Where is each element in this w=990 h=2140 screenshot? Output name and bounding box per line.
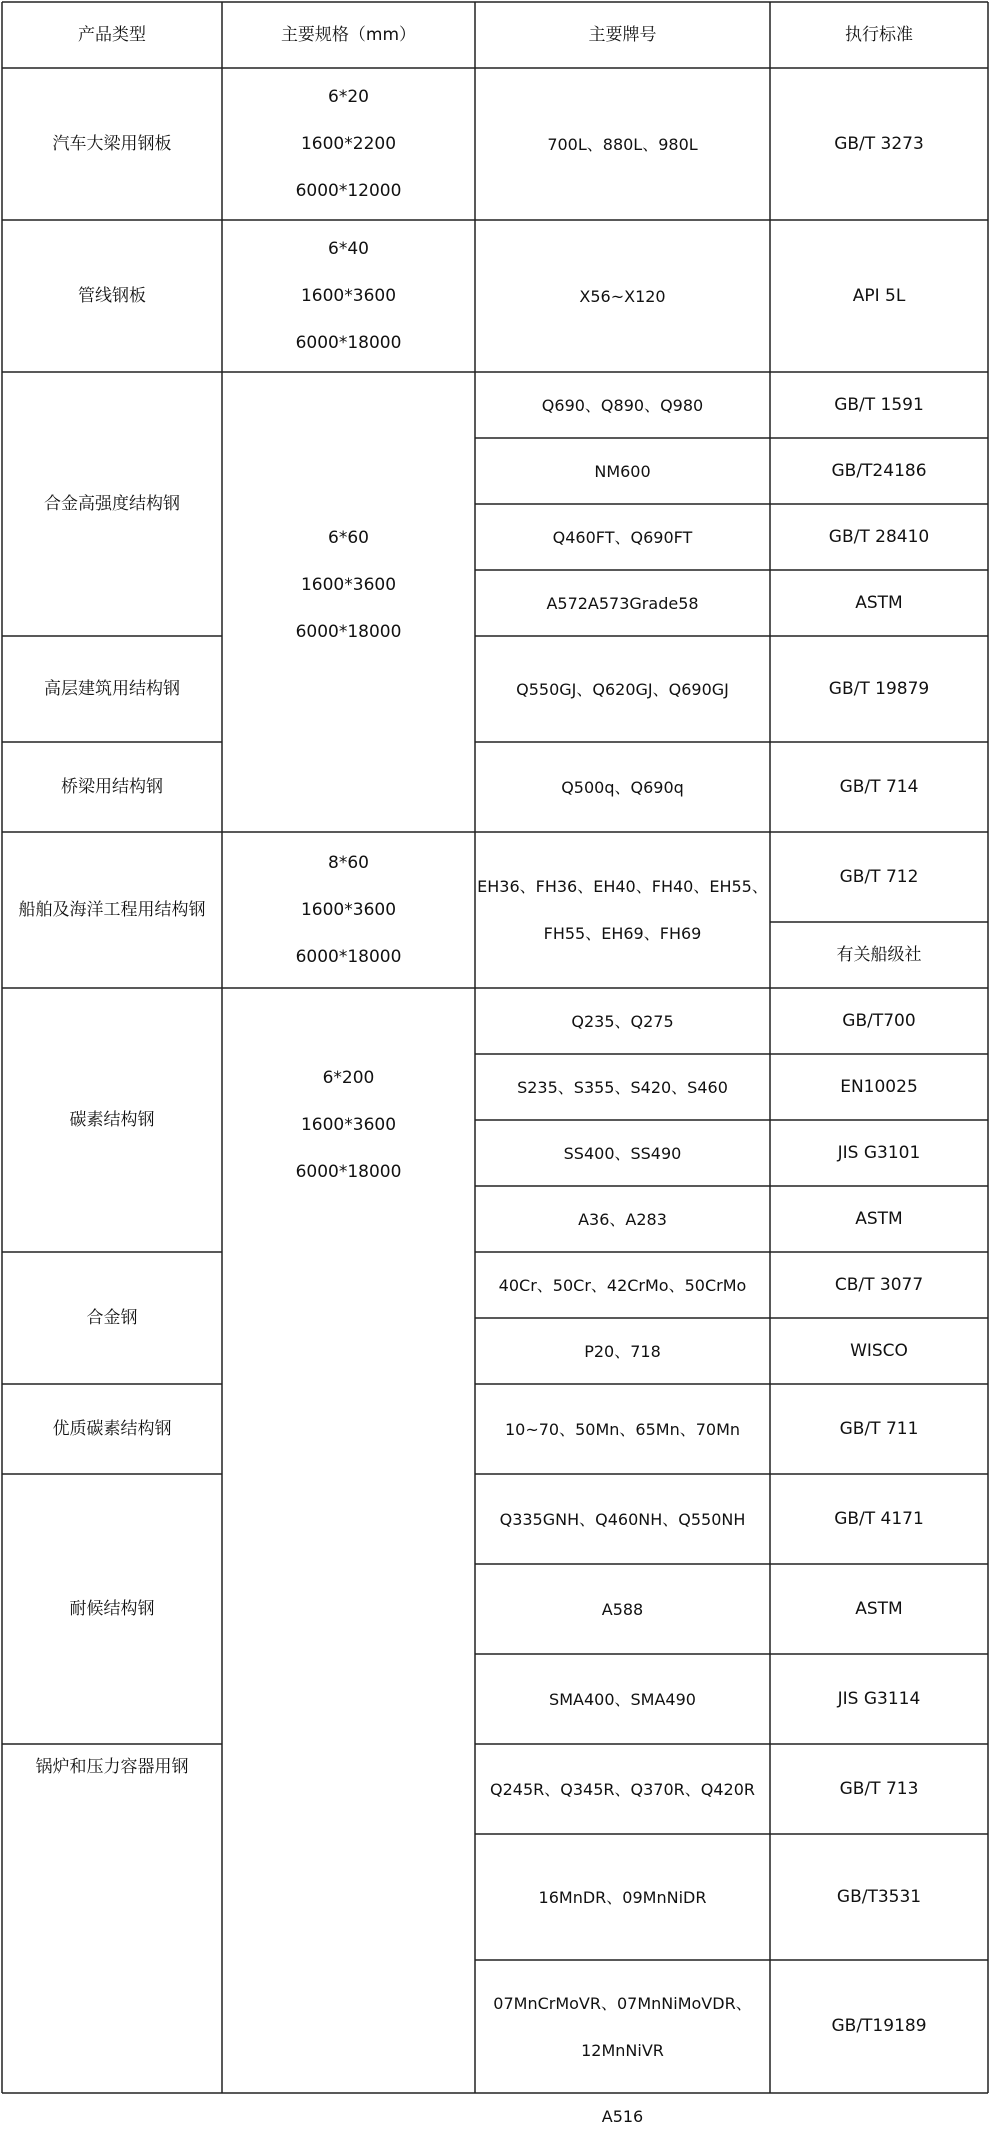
header-2-line-0: 主要牌号 (588, 24, 657, 45)
standard-13-line-0: ASTM (855, 1208, 903, 1229)
spec-2-line-2: 6000*18000 (295, 621, 402, 642)
grade-8 (475, 832, 770, 988)
grade-13-line-0: 40Cr、50Cr、42CrMo、50CrMo (498, 1275, 747, 1295)
spec-1 (222, 220, 475, 372)
product-type-2 (2, 372, 222, 636)
standard-4-line-0: GB/T 28410 (828, 526, 930, 547)
spec-3-line-0: 8*60 (328, 852, 369, 873)
standard-19-line-0: JIS G3114 (837, 1688, 921, 1709)
spec-1-line-2: 6000*18000 (295, 332, 402, 353)
grade-6-line-0: Q550GJ、Q620GJ、Q690GJ (516, 679, 729, 699)
spec-1-line-0: 6*40 (328, 238, 369, 259)
spec-4-line-0: 6*200 (322, 1067, 375, 1088)
header-1 (222, 2, 475, 68)
grade-10 (475, 1054, 770, 1120)
standard-8-line-0: GB/T 712 (839, 866, 919, 887)
standard-17-line-0: GB/T 4171 (834, 1508, 924, 1529)
product-type-0-line-0: 汽车大梁用钢板 (52, 133, 172, 154)
product-type-1-line-0: 管线钢板 (78, 285, 146, 306)
standard-0-line-0: GB/T 3273 (834, 133, 924, 154)
grade-13 (475, 1252, 770, 1318)
standard-16-line-0: GB/T 711 (839, 1418, 919, 1439)
spec-1-line-1: 1600*3600 (300, 285, 397, 306)
grade-22 (475, 2093, 770, 2140)
grade-3 (475, 438, 770, 504)
spec-3-line-2: 6000*18000 (295, 946, 402, 967)
header-3-line-0: 执行标准 (845, 24, 913, 45)
product-type-1 (2, 220, 222, 372)
product-type-8 (2, 1384, 222, 1474)
standard-10-line-0: GB/T700 (842, 1010, 916, 1031)
grade-5-line-0: A572A573Grade58 (546, 593, 699, 613)
standard-8 (770, 832, 988, 922)
standard-16 (770, 1384, 988, 1474)
standard-15 (770, 1318, 988, 1384)
grade-2 (475, 372, 770, 438)
standard-21-line-0: GB/T3531 (836, 1886, 922, 1907)
product-type-9-line-0: 耐候结构钢 (69, 1598, 155, 1619)
product-type-10-line-0: 锅炉和压力容器用钢 (35, 1757, 189, 1777)
product-type-10 (2, 1744, 222, 1791)
standard-22-line-0: GB/T19189 (831, 2016, 927, 2036)
grade-15-line-0: 10~70、50Mn、65Mn、70Mn (504, 1419, 741, 1439)
standard-12 (770, 1120, 988, 1186)
product-type-5 (2, 832, 222, 988)
grade-20 (475, 1834, 770, 1960)
grade-12-line-0: A36、A283 (578, 1209, 667, 1229)
grade-21-line-0: 07MnCrMoVR、07MnNiMoVDR、 (493, 1993, 752, 2013)
spec-3-line-1: 1600*3600 (300, 899, 397, 920)
product-type-2-line-0: 合金高强度结构钢 (44, 493, 180, 514)
product-type-4 (2, 742, 222, 832)
grade-15 (475, 1384, 770, 1474)
grade-21 (475, 1960, 770, 2093)
grade-7 (475, 742, 770, 832)
grade-10-line-0: S235、S355、S420、S460 (517, 1077, 728, 1097)
spec-4 (222, 1050, 475, 1200)
spec-2-line-0: 6*60 (328, 527, 369, 548)
standard-12-line-0: JIS G3101 (837, 1142, 921, 1163)
header-0 (2, 2, 222, 68)
standard-6 (770, 636, 988, 742)
standard-5-line-0: ASTM (855, 592, 903, 613)
standard-10 (770, 988, 988, 1054)
grade-2-line-0: Q690、Q890、Q980 (541, 395, 704, 415)
spec-0-line-1: 1600*2200 (300, 133, 397, 154)
grade-22-line-0: A516 (601, 2107, 644, 2126)
spec-2 (222, 510, 475, 660)
grade-0-line-0: 700L、880L、980L (547, 134, 698, 154)
product-type-0 (2, 68, 222, 220)
grade-3-line-0: NM600 (594, 461, 651, 481)
spec-0-line-2: 6000*12000 (295, 180, 402, 201)
standard-6-line-0: GB/T 19879 (828, 678, 930, 699)
standard-3 (770, 438, 988, 504)
grade-8-line-1: FH55、EH69、FH69 (543, 924, 702, 943)
grade-7-line-0: Q500q、Q690q (561, 777, 684, 797)
header-0-line-0: 产品类型 (78, 24, 146, 45)
grade-19 (475, 1744, 770, 1834)
spec-4-line-2: 6000*18000 (295, 1161, 402, 1182)
standard-21 (770, 1834, 988, 1960)
grade-1 (475, 220, 770, 372)
standard-22 (770, 1960, 988, 2093)
standard-1-line-0: API 5L (852, 285, 906, 306)
standard-4 (770, 504, 988, 570)
standard-11-line-0: EN10025 (840, 1076, 918, 1097)
standard-14-line-0: CB/T 3077 (834, 1274, 924, 1295)
product-type-5-line-0: 船舶及海洋工程用结构钢 (18, 899, 206, 920)
grade-17-line-0: A588 (601, 1599, 644, 1619)
grade-4 (475, 504, 770, 570)
grade-17 (475, 1564, 770, 1654)
spec-2-line-1: 1600*3600 (300, 574, 397, 595)
grade-11-line-0: SS400、SS490 (563, 1143, 682, 1163)
grade-16-line-0: Q335GNH、Q460NH、Q550NH (499, 1509, 746, 1529)
product-type-7 (2, 1252, 222, 1384)
standard-13 (770, 1186, 988, 1252)
standard-18-line-0: ASTM (855, 1598, 903, 1619)
grade-20-line-0: 16MnDR、09MnNiDR (538, 1887, 707, 1907)
grade-9 (475, 988, 770, 1054)
product-type-4-line-0: 桥梁用结构钢 (61, 776, 163, 797)
standard-14 (770, 1252, 988, 1318)
product-type-6-line-0: 碳素结构钢 (69, 1109, 155, 1130)
grade-21-line-1: 12MnNiVR (581, 2040, 664, 2060)
grade-14 (475, 1318, 770, 1384)
grade-9-line-0: Q235、Q275 (571, 1011, 674, 1031)
grade-6 (475, 636, 770, 742)
spec-3 (222, 832, 475, 988)
header-3 (770, 2, 988, 68)
product-type-3-line-0: 高层建筑用结构钢 (44, 678, 180, 699)
grade-8-line-0: EH36、FH36、EH40、FH40、EH55、 (477, 877, 768, 896)
grade-19-line-0: Q245R、Q345R、Q370R、Q420R (489, 1779, 755, 1799)
standard-5 (770, 570, 988, 636)
header-2 (475, 2, 770, 68)
standard-20-line-0: GB/T 713 (839, 1778, 919, 1799)
spec-4-line-1: 1600*3600 (300, 1114, 397, 1135)
product-type-9 (2, 1474, 222, 1744)
standard-2-line-0: GB/T 1591 (834, 394, 924, 415)
standard-1 (770, 220, 988, 372)
standard-7 (770, 742, 988, 832)
grade-18 (475, 1654, 770, 1744)
header-1-line-0: 主要规格（mm） (280, 24, 417, 45)
product-type-6 (2, 988, 222, 1252)
standard-19 (770, 1654, 988, 1744)
product-type-3 (2, 636, 222, 742)
product-type-7-line-0: 合金钢 (86, 1307, 138, 1328)
standard-20 (770, 1744, 988, 1834)
standard-15-line-0: WISCO (850, 1340, 908, 1361)
product-type-8-line-0: 优质碳素结构钢 (52, 1418, 172, 1439)
grade-16 (475, 1474, 770, 1564)
standard-9 (770, 922, 988, 988)
grade-12 (475, 1186, 770, 1252)
standard-9-line-0: 有关船级社 (836, 944, 922, 965)
standard-18 (770, 1564, 988, 1654)
standard-2 (770, 372, 988, 438)
standard-0 (770, 68, 988, 220)
grade-18-line-0: SMA400、SMA490 (549, 1689, 696, 1709)
grade-4-line-0: Q460FT、Q690FT (552, 527, 693, 547)
standard-11 (770, 1054, 988, 1120)
standard-3-line-0: GB/T24186 (831, 460, 927, 481)
standard-17 (770, 1474, 988, 1564)
grade-11 (475, 1120, 770, 1186)
grade-0 (475, 68, 770, 220)
spec-0-line-0: 6*20 (328, 86, 369, 107)
grade-5 (475, 570, 770, 636)
grade-1-line-0: X56~X120 (579, 286, 666, 306)
spec-0 (222, 68, 475, 220)
grade-14-line-0: P20、718 (584, 1341, 661, 1361)
standard-7-line-0: GB/T 714 (839, 776, 919, 797)
